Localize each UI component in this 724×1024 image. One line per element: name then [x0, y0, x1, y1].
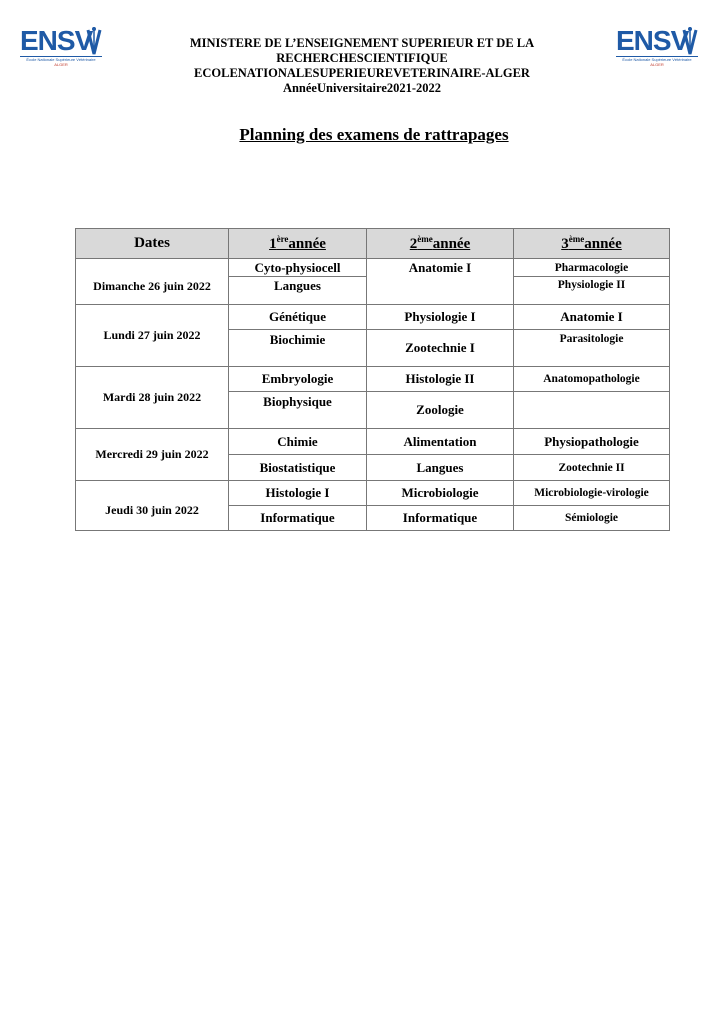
exam-cell: Langues [229, 277, 367, 305]
header-year-2: 2èmeannée [367, 229, 514, 259]
exam-cell: Langues [367, 455, 514, 481]
exam-cell: Sémiologie [514, 506, 670, 531]
date-cell: Mercredi 29 juin 2022 [76, 429, 229, 481]
logo-subtitle: École Nationale Supérieure Vétérinaire [20, 56, 102, 62]
exam-cell: Génétique [229, 305, 367, 330]
exam-cell: Embryologie [229, 367, 367, 392]
exam-cell: Informatique [367, 506, 514, 531]
table-header-row [76, 229, 670, 259]
ensv-logo-left [20, 26, 104, 66]
research-line: RECHERCHESCIENTIFIQUE [276, 51, 448, 65]
table-row [76, 305, 670, 330]
exam-cell: Zootechnie II [514, 455, 670, 481]
header-dates: Dates [76, 229, 229, 259]
exam-cell: Biostatistique [229, 455, 367, 481]
ministry-line: MINISTERE DE L’ENSEIGNEMENT SUPERIEUR ET DE LA [189, 36, 535, 50]
title-text: Planning des examens de rattrapages [239, 125, 509, 144]
exam-schedule-table [75, 228, 670, 531]
exam-cell: Anatomie I [514, 305, 670, 330]
exam-cell: Zootechnie I [367, 330, 514, 367]
institution-header [150, 36, 574, 96]
date-cell: Mardi 28 juin 2022 [76, 367, 229, 429]
caduceus-v-icon [86, 26, 102, 56]
exam-cell: Alimentation [367, 429, 514, 455]
header-year-1: 1èreannée [229, 229, 367, 259]
school-line: ECOLENATIONALESUPERIEUREVETERINAIRE-ALGER [194, 66, 530, 80]
caduceus-v-icon [682, 26, 698, 56]
exam-cell: Zoologie [367, 392, 514, 429]
logo-subtitle: École Nationale Supérieure Vétérinaire [616, 56, 698, 62]
ensv-logo-right [616, 26, 700, 66]
page-title [0, 125, 724, 145]
exam-cell: Biochimie [229, 330, 367, 367]
exam-cell: Microbiologie-virologie [514, 481, 670, 506]
exam-cell: Physiologie II [514, 277, 670, 305]
exam-cell: Pharmacologie [514, 259, 670, 277]
exam-cell: Informatique [229, 506, 367, 531]
logo-text: ENSV [20, 25, 93, 56]
date-cell: Dimanche 26 juin 2022 [76, 259, 229, 305]
exam-cell: Histologie II [367, 367, 514, 392]
table-row [76, 367, 670, 392]
logo-text: ENSV [616, 25, 689, 56]
table-row [76, 429, 670, 455]
exam-cell: Physiopathologie [514, 429, 670, 455]
date-cell: Jeudi 30 juin 2022 [76, 481, 229, 531]
exam-cell: Parasitologie [514, 330, 670, 367]
date-cell: Lundi 27 juin 2022 [76, 305, 229, 367]
exam-cell [514, 392, 670, 429]
exam-cell: Physiologie I [367, 305, 514, 330]
exam-cell: Chimie [229, 429, 367, 455]
table-row [76, 481, 670, 506]
table-row [76, 259, 670, 277]
academic-year-line: AnnéeUniversitaire2021-2022 [282, 81, 442, 95]
exam-cell: Anatomopathologie [514, 367, 670, 392]
exam-cell: Anatomie I [367, 259, 514, 305]
exam-cell: Histologie I [229, 481, 367, 506]
logo-city: ALGER [650, 62, 664, 67]
exam-cell: Cyto-physiocell [229, 259, 367, 277]
header-year-3: 3èmeannée [514, 229, 670, 259]
exam-cell: Microbiologie [367, 481, 514, 506]
exam-cell: Biophysique [229, 392, 367, 429]
logo-city: ALGER [54, 62, 68, 67]
